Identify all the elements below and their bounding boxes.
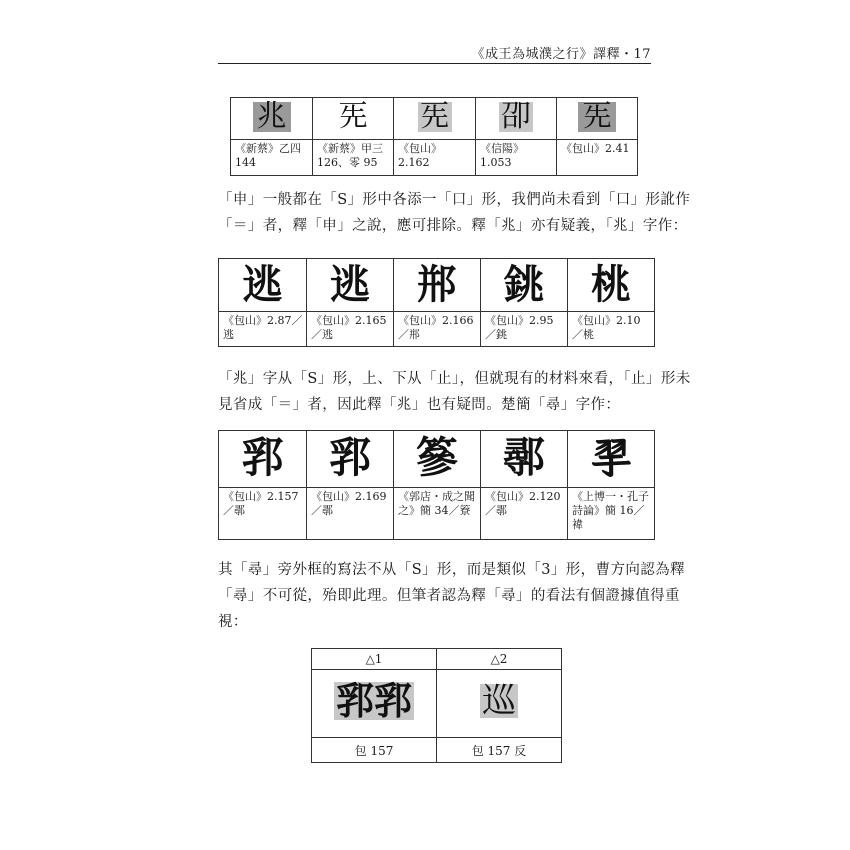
glyph-image-cell: [231, 98, 313, 140]
glyph-table-4: [311, 648, 562, 763]
glyph-caption: 《信陽》1.053: [476, 140, 557, 176]
glyph-image-cell: [481, 431, 568, 488]
paragraph-line: 「＝」者，釋「申」之說，應可排除。釋「兆」亦有疑義，「兆」字作：: [218, 218, 688, 234]
glyph-image: 郛: [328, 433, 371, 482]
glyph-caption: 《包山》2.165／逃: [307, 312, 394, 347]
running-header: 《成王為城濮之行》譯釋・17: [471, 47, 651, 62]
paragraph-line: 見省成「＝」者，因此釋「兆」也有疑問。楚簡「尋」字作：: [218, 397, 621, 413]
glyph-caption: 《包山》2.41: [557, 140, 638, 176]
glyph-caption: 《包山》2.87／逃: [219, 312, 307, 347]
glyph-image-cell: [307, 259, 394, 312]
glyph-image: 桃: [591, 261, 631, 308]
glyph-image-cell: [568, 259, 655, 312]
paragraph-line: 其「尋」旁外框的寫法不从「S」形，而是類似「3」形，曹方向認為釋: [218, 562, 685, 578]
glyph-image-cell: [307, 431, 394, 488]
glyph-image-cell: [568, 431, 655, 488]
glyph-table-2: [218, 258, 655, 347]
glyph-caption: 《包山》2.169／鄩: [307, 488, 394, 540]
glyph-image: 郛郛: [335, 678, 412, 723]
glyph-image: 銚: [504, 261, 544, 308]
glyph-image-cell: [557, 98, 638, 140]
glyph-caption: 《郭店・成之聞之》簡 34／簝: [394, 488, 481, 540]
glyph-image-cell: [476, 98, 557, 140]
glyph-image-cell: [312, 670, 437, 738]
paragraph-line: 「兆」字从「S」形，上、下从「止」，但就現有的材料來看，「止」形未: [218, 371, 691, 387]
glyph-image: 𦏴: [589, 433, 632, 482]
glyph-caption: 《包山》2.162: [394, 140, 476, 176]
table-header-cell: △1: [312, 649, 437, 670]
glyph-image: 𠀡: [578, 102, 616, 132]
glyph-caption: 《包山》2.95／銚: [481, 312, 568, 347]
glyph-table-1: [230, 97, 638, 176]
glyph-image: 𠀡: [419, 99, 450, 134]
glyph-image-cell: [313, 98, 394, 140]
glyph-caption: 《新蔡》乙四 144: [231, 140, 313, 176]
glyph-caption: 《上博一・孔子詩論》簡 16／褘: [568, 488, 655, 540]
glyph-image-cell: [437, 670, 562, 738]
glyph-image: 郛: [241, 433, 284, 482]
glyph-caption: 《包山》2.10／桃: [568, 312, 655, 347]
glyph-image-cell: [481, 259, 568, 312]
glyph-image: 逃: [242, 261, 283, 308]
glyph-caption: 《包山》2.157／鄩: [219, 488, 307, 540]
table-header-cell: △2: [437, 649, 562, 670]
glyph-table-3: [218, 430, 655, 540]
paragraph-line: 「申」一般都在「S」形中各添一「口」形，我們尚未看到「口」形訛作: [218, 192, 691, 208]
glyph-image-cell: [394, 431, 481, 488]
glyph-image: 卲: [501, 99, 531, 134]
glyph-image: 鄩: [502, 433, 545, 482]
glyph-image: 兆: [253, 102, 291, 132]
glyph-image-cell: [394, 259, 481, 312]
glyph-caption: 《新蔡》甲三 126、零 95: [313, 140, 394, 176]
header-rule: [218, 63, 651, 64]
paragraph-1: [218, 187, 691, 239]
glyph-image: 𠀡: [338, 99, 368, 134]
glyph-caption: 包 157: [312, 738, 437, 763]
paragraph-3: [218, 557, 685, 635]
paragraph-line: 視：: [218, 614, 248, 630]
paragraph-line: 「尋」不可從，殆即此理。但筆者認為釋「尋」的看法有個證據值得重: [218, 588, 680, 604]
glyph-image: 篸: [415, 433, 458, 482]
glyph-image: 逃: [330, 261, 370, 308]
glyph-image-cell: [219, 259, 307, 312]
glyph-image: 巡: [482, 681, 516, 721]
glyph-caption: 《包山》2.120／鄩: [481, 488, 568, 540]
glyph-caption: 包 157 反: [437, 738, 562, 763]
glyph-image: 郱: [417, 261, 457, 308]
paragraph-2: [218, 366, 691, 418]
glyph-image-cell: [394, 98, 476, 140]
glyph-caption: 《包山》2.166／郱: [394, 312, 481, 347]
glyph-image-cell: [219, 431, 307, 488]
